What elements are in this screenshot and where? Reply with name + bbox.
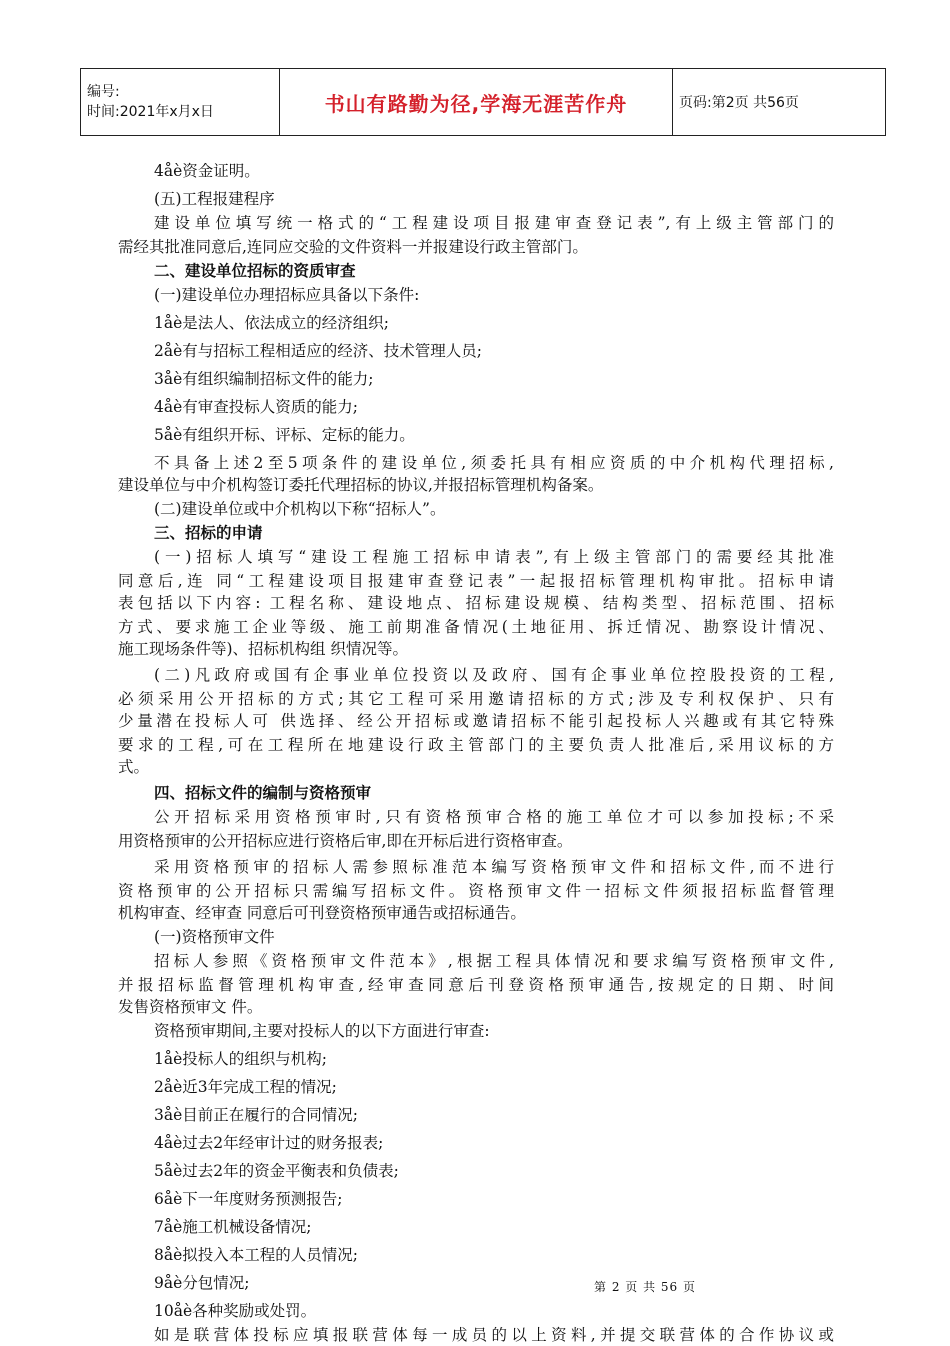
text-line: 2åè近3年完成工程的情况; [154,1078,337,1096]
document-date: 时间:2021年x月x日 [87,104,214,120]
text-line: 需经其批准同意后,连同应交验的文件资料一并报建设行政主管部门。 [118,238,588,256]
text-line: 建设单位与中介机构签订委托代理招标的协议,并报招标管理机构备案。 [118,476,604,494]
text-line: 9åè分包情况; [154,1274,250,1292]
text-line: 2åè有与招标工程相适应的经济、技术管理人员; [154,342,482,360]
text-line: 发售资格预审文 件。 [118,998,263,1016]
text-line: 同意后,连 同“工程建设项目报建审查登记表”一起报招标管理机构审批。招标申请 [118,572,834,590]
text-line: 采用资格预审的招标人需参照标准范本编写资格预审文件和招标文件,而不进行 [154,858,834,876]
text-line: 用资格预审的公开招标应进行资格后审,即在开标后进行资格审查。 [118,832,573,850]
text-line: 方式、要求施工企业等级、施工前期准备情况(土地征用、拆迁情况、勘察设计情况、 [118,618,834,636]
text-line: 4åè资金证明。 [154,162,260,180]
section-heading: 四、招标文件的编制与资格预审 [154,784,372,802]
text-line: (二)建设单位或中介机构以下称“招标人”。 [154,500,446,518]
text-line: 资格预审的公开招标只需编写招标文件。资格预审文件一招标文件须报招标监督管理 [118,882,834,900]
section-heading: 三、招标的申请 [154,524,263,542]
text-line: 公开招标采用资格预审时,只有资格预审合格的施工单位才可以参加投标;不采 [154,808,834,826]
text-line: (一)建设单位办理招标应具备以下条件: [154,286,420,304]
text-line: 如是联营体投标应填报联营体每一成员的以上资料,并提交联营体的合作协议或 [154,1326,834,1344]
document-header [80,68,886,136]
section-heading: 二、建设单位招标的资质审查 [154,262,356,280]
text-line: 4åè过去2年经审计过的财务报表; [154,1134,384,1152]
page-footer: 第 2 页 共 56 页 [594,1280,696,1294]
text-line: 必须采用公开招标的方式;其它工程可采用邀请招标的方式;涉及专利权保护、只有 [118,690,834,708]
text-line: 要求的工程,可在工程所在地建设行政主管部门的主要负责人批准后,采用议标的方 [118,736,834,754]
text-line: 机构审查、经审查 同意后可刊登资格预审通告或招标通告。 [118,904,526,922]
text-line: (一)资格预审文件 [154,928,275,946]
document-number-label: 编号: [87,84,120,100]
header-page-number: 页码:第2页 共56页 [673,69,886,136]
text-line: 式。 [118,758,150,776]
text-line: 1åè投标人的组织与机构; [154,1050,327,1068]
text-line: 表包括以下内容: 工程名称、建设地点、招标建设规模、结构类型、招标范围、招标 [118,594,834,612]
text-line: 招标人参照《资格预审文件范本》,根据工程具体情况和要求编写资格预审文件, [154,952,834,970]
text-line: 并报招标监督管理机构审查,经审查同意后刊登资格预审通告,按规定的日期、时间 [118,976,834,994]
text-line: 5åè过去2年的资金平衡表和负债表; [154,1162,399,1180]
text-line: 建设单位填写统一格式的“工程建设项目报建审查登记表”,有上级主管部门的 [154,214,834,232]
text-line: 8åè拟投入本工程的人员情况; [154,1246,358,1264]
text-line: 少量潜在投标人可 供选择、经公开招标或邀请招标不能引起投标人兴趣或有其它特殊 [118,712,834,730]
text-line: 7åè施工机械设备情况; [154,1218,312,1236]
text-line: 5åè有组织开标、评标、定标的能力。 [154,426,415,444]
text-line: 不具备上述2至5项条件的建设单位,须委托具有相应资质的中介机构代理招标, [154,454,834,472]
header-motto: 书山有路勤为径,学海无涯苦作舟 [280,69,673,136]
text-line: (一)招标人填写“建设工程施工招标申请表”,有上级主管部门的需要经其批准 [154,548,834,566]
text-line: (二)凡政府或国有企事业单位投资以及政府、国有企事业单位控股投资的工程, [154,666,834,684]
text-line: 6åè下一年度财务预测报告; [154,1190,343,1208]
text-line: (五)工程报建程序 [154,190,275,208]
text-line: 3åè目前正在履行的合同情况; [154,1106,358,1124]
text-line: 10åè各种奖励或处罚。 [154,1302,317,1320]
text-line: 资格预审期间,主要对投标人的以下方面进行审查: [154,1022,490,1040]
text-line: 4åè有审查投标人资质的能力; [154,398,358,416]
text-line: 1åè是法人、依法成立的经济组织; [154,314,389,332]
text-line: 3åè有组织编制招标文件的能力; [154,370,374,388]
header-info-cell [81,69,280,136]
text-line: 施工现场条件等)、招标机构组 织情况等。 [118,640,408,658]
